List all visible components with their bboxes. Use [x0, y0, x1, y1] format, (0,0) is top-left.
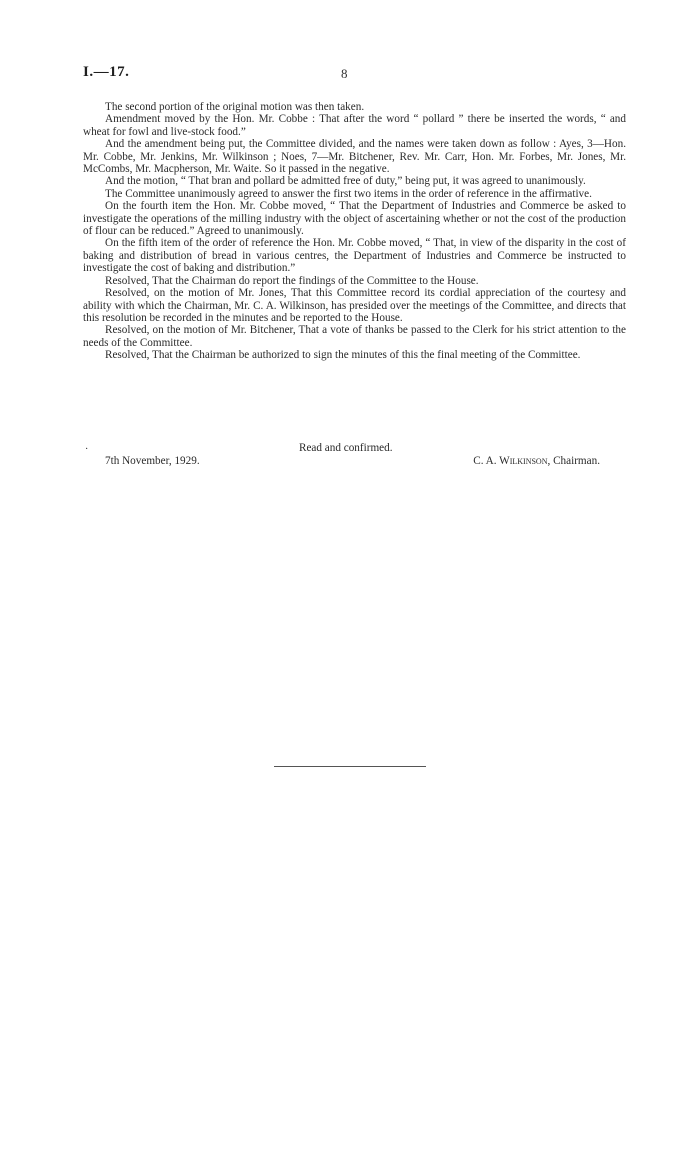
confirmation-line: [83, 442, 626, 456]
chairman-signature: [473, 455, 600, 467]
paragraph-fifth-item: On the fifth item of the order of reference the Hon. Mr. Cobbe moved, “ That, in view of the disparity in the cost of baking and distribution of bread in various centres, the Department of Industries and Commerce be instructed to investigate the cost of baking and distribution.”: [83, 237, 626, 275]
chairman-name: C. A. Wilkinson: [473, 455, 548, 467]
paragraph-division: And the amendment being put, the Committee divided, and the names were taken down as follow : Ayes, 3—Hon. Mr. Cobbe, Mr. Jenkins, Mr. Wilkinson ; Noes, 7—Mr. Bitchener, Rev. Mr. Carr, Hon. Mr. Forbes, Mr. Jones, Mr. McCombs, Mr. Macpherson, Mr. Waite. So it passed in the negative.: [83, 138, 626, 176]
page-number: 8: [341, 66, 348, 81]
meeting-date: 7th November, 1929.: [105, 455, 200, 467]
bullet-mark: ·: [85, 444, 89, 455]
read-and-confirmed: Read and confirmed.: [299, 442, 393, 454]
paragraph-second-portion: The second portion of the original motion was then taken.: [105, 101, 365, 113]
paragraph-thanks-clerk: Resolved, on the motion of Mr. Bitchener, That a vote of thanks be passed to the Clerk for his strict attention to the needs of the Committee.: [83, 324, 626, 349]
document-reference: I.—17.: [83, 64, 130, 80]
page-header: [83, 64, 629, 84]
chairman-role: , Chairman.: [547, 455, 600, 467]
paragraph-fourth-item: On the fourth item the Hon. Mr. Cobbe moved, “ That the Department of Industries and Commerce be asked to investigate the operations of the milling industry with the object of ascertaining whether or not the cost of the production of flour can be reduced.” Agreed to unanimously.: [83, 200, 626, 238]
paragraph-sign-minutes: Resolved, That the Chairman be authorized to sign the minutes of this the final meeting of the Committee.: [105, 349, 581, 362]
paragraph-first-two-items: The Committee unanimously agreed to answer the first two items in the order of reference in the affirmative.: [105, 187, 592, 200]
end-rule-divider: [274, 766, 426, 767]
paragraph-amendment: Amendment moved by the Hon. Mr. Cobbe : That after the word “ pollard ” there be inserted the words, “ and wheat for fowl and live-stock food.”: [83, 113, 626, 138]
paragraph-bran-pollard-motion: And the motion, “ That bran and pollard be admitted free of duty,” being put, it was agreed to unanimously.: [105, 175, 586, 188]
paragraph-appreciation: Resolved, on the motion of Mr. Jones, That this Committee record its cordial appreciation of the courtesy and ability with which the Chairman, Mr. C. A. Wilkinson, has presided over the meetings of the Committee, and directs that this resolution be recorded in the minutes and be reported to the House.: [83, 287, 626, 324]
paragraph-report-findings: Resolved, That the Chairman do report the findings of the Committee to the House.: [105, 274, 479, 287]
minutes-body: [83, 101, 626, 362]
signoff-line: [83, 455, 626, 469]
